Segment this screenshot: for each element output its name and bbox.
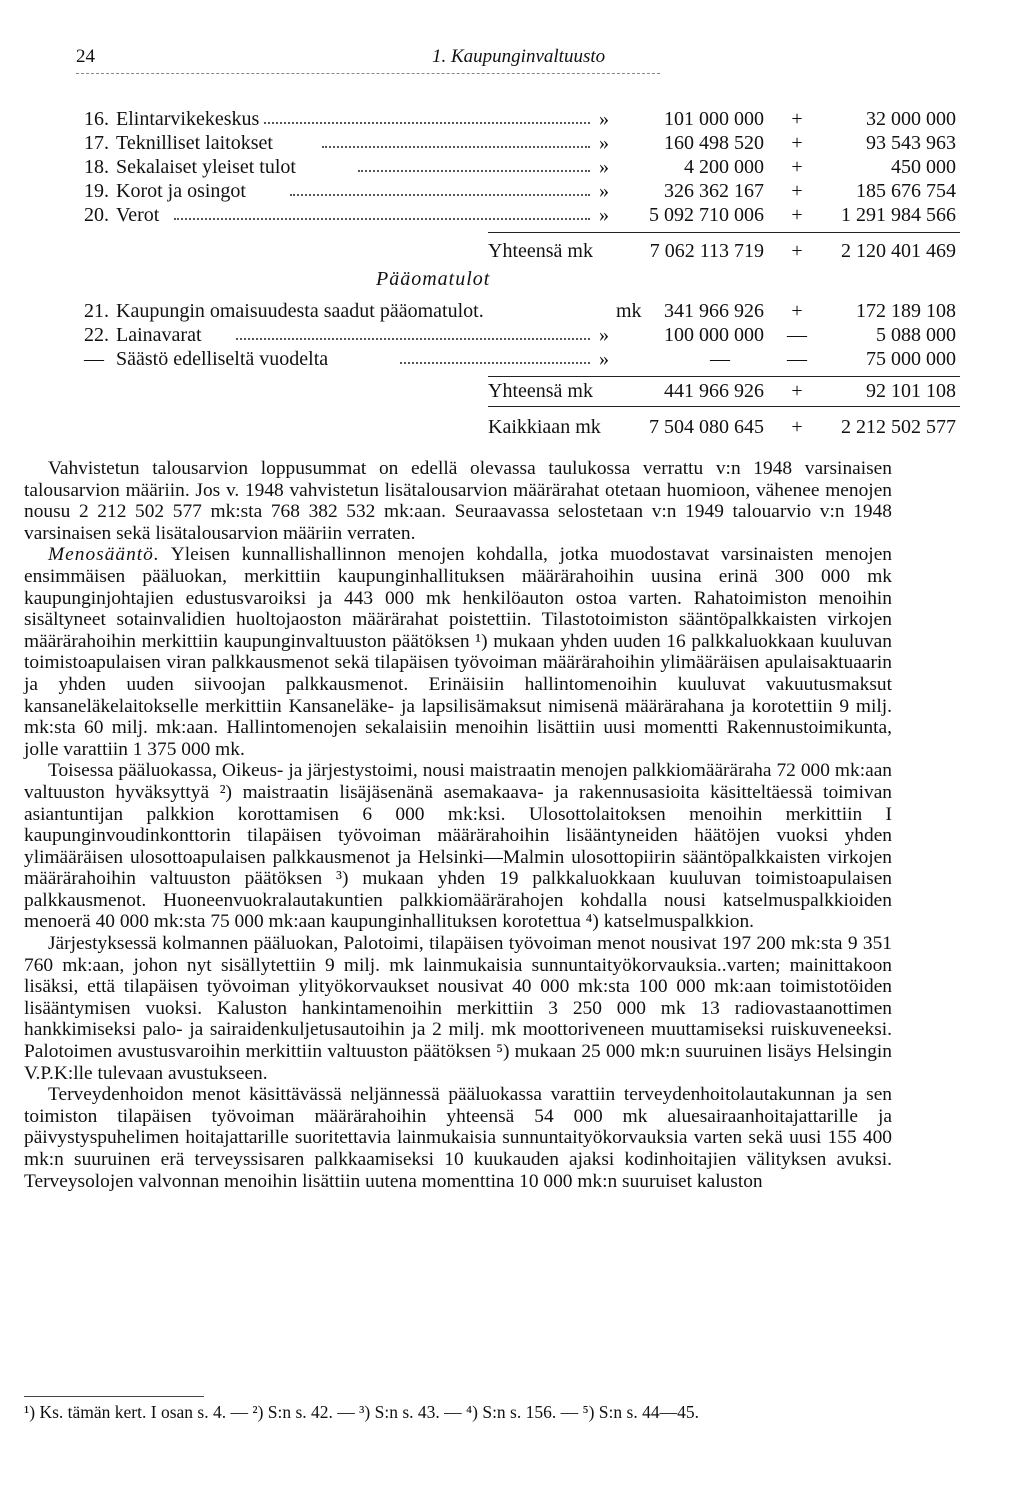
row-value: 160 498 520 xyxy=(664,132,764,154)
total-row xyxy=(84,240,960,264)
row-sign: + xyxy=(791,180,803,202)
total-value: 7 062 113 719 xyxy=(649,240,764,262)
row-value: 326 362 167 xyxy=(664,180,764,202)
row-change: 93 543 963 xyxy=(866,132,956,154)
row-sign: + xyxy=(791,132,803,154)
footnote-rule xyxy=(24,1396,204,1397)
row-change: 172 189 108 xyxy=(856,300,956,322)
row-unit: mk xyxy=(616,300,642,322)
grand-total-value: 7 504 080 645 xyxy=(649,416,764,438)
row-sign: + xyxy=(791,156,803,178)
row-unit: » xyxy=(599,204,609,226)
row-change: 75 000 000 xyxy=(866,348,956,370)
leader-dots xyxy=(174,204,590,220)
total-value: 441 966 926 xyxy=(664,380,764,402)
row-label: Korot ja osingot xyxy=(116,180,246,202)
row-number: — xyxy=(84,348,104,370)
row-number: 20. xyxy=(84,204,109,226)
row-change: 5 088 000 xyxy=(876,324,956,346)
page-number: 24 xyxy=(76,46,95,67)
total-sign: + xyxy=(791,380,803,402)
section-heading: Pääomatulot xyxy=(376,268,491,290)
row-sign: — xyxy=(787,348,807,370)
leader-dots xyxy=(290,180,590,196)
row-change: 32 000 000 xyxy=(866,108,956,130)
row-unit: » xyxy=(599,180,609,202)
paragraph xyxy=(24,544,892,760)
leader-dots xyxy=(358,156,590,172)
total-row xyxy=(84,380,960,404)
total-label: Yhteensä mk xyxy=(488,240,593,262)
grand-total-label: Kaikkiaan mk xyxy=(488,416,601,438)
row-sign: + xyxy=(791,300,803,322)
row-sign: + xyxy=(791,108,803,130)
row-label: Sekalaiset yleiset tulot xyxy=(116,156,296,178)
row-number: 18. xyxy=(84,156,109,178)
running-title: 1. Kaupunginvaltuusto xyxy=(432,46,606,67)
row-number: 21. xyxy=(84,300,109,322)
leader-dots xyxy=(236,324,590,340)
grand-total-change: 2 212 502 577 xyxy=(841,416,956,438)
body-text xyxy=(24,458,892,1192)
row-value: 341 966 926 xyxy=(664,300,764,322)
table-row xyxy=(84,132,960,156)
header-rule xyxy=(76,73,660,74)
row-value: — xyxy=(710,348,730,370)
row-unit: » xyxy=(599,132,609,154)
total-rule xyxy=(488,232,960,233)
grand-total-row xyxy=(84,416,960,440)
grand-total-sign: + xyxy=(791,416,803,438)
table-row xyxy=(84,204,960,228)
row-number: 22. xyxy=(84,324,109,346)
row-label: Elintarvikekeskus xyxy=(116,108,260,130)
leader-dots xyxy=(322,132,590,148)
row-label: Teknilliset laitokset xyxy=(116,132,273,154)
row-value: 101 000 000 xyxy=(664,108,764,130)
paragraph-text: Yleisen kunnallishallinnon menojen kohdalla, jotka muodostavat varsinaisten menojen ensimmäisen pääluokan, merkittiin kaupunginhallituksen määrärahoihin uusina erinä 300 000 mk kaupunginjohtajien edustusvaroiksi ja 443 000 mk henkilöauton ostoa varten. Rahatoimiston menoihin sisältyneet sotainvalidien huoltojaoston määrärahat poistettiin. Tilastotoimiston sääntöpalkkaisten virkojen määrärahoihin merkittiin kaupunginvaltuuston päätöksen ¹) mukaan yhden uuden 16 palkkaluokkaan kuuluvan toimistoapulaisen viran palkkausmenot sekä tilapäisen työvoiman määrärahoihin ylimääräisen apulaisaktuaarin ja yhden uuden siivoojan palkkausmenot. Erinäisiin hallintomenoihin kuuluvat vakuutusmaksut kansaneläkelaitokselle merkittiin Kansaneläke- ja lapsilisämaksut nimisenä määrärahana ja korotettiin 9 milj. mk:sta 60 milj. mk:aan. Hallintomenojen sekalaisiin menoihin lisättiin uusi momentti Rakennustoimikunta, jolle varattiin 1 375 000 mk. xyxy=(24,544,892,760)
row-unit: » xyxy=(599,108,609,130)
paragraph: Toisessa pääluokassa, Oikeus- ja järjestystoimi, nousi maistraatin menojen palkkiomääräraha 72 000 mk:aan valtuuston hyväksyttyä ²) maistraatin lisäjäsenänä asemakaava- ja rakennusasioita käsitteltäessä toimivan asiantuntijan palkkion korottamisen 6 000 mk:ksi. Ulosottolaitoksen menoihin merkittiin I kaupunginvoudinkonttorin tilapäisen työvoiman määrärahoihin lisääntyneiden häätöjen vuoksi yhden ylimääräisen ulosottoapulaisen palkkausmenot ja Helsinki—Malmin ulosottopiirin sääntöpalkkaisten virkojen määrärahoihin valtuuston päätöksen ³) mukaan yhden 19 palkkaluokkaan kuuluvan toimistoapulaisen palkkausmenot. Huoneenvuokralautakuntien palkkiomäärärahojen kohdalla nousi katselmuspalkkioiden menoerä 40 000 mk:sta 75 000 mk:aan kaupunginhallituksen korotettua ⁴) katselmuspalkkion. xyxy=(24,760,892,933)
page-header xyxy=(76,46,960,74)
total-change: 2 120 401 469 xyxy=(841,240,956,262)
row-label: Lainavarat xyxy=(116,324,202,346)
row-label: Säästö edelliseltä vuodelta xyxy=(116,348,329,370)
total-rule xyxy=(488,376,960,377)
table-row xyxy=(84,156,960,180)
row-label: Kaupungin omaisuudesta saadut pääomatulot. xyxy=(116,300,484,322)
total-label: Yhteensä mk xyxy=(488,380,593,402)
row-label: Verot xyxy=(116,204,160,226)
table-row xyxy=(84,348,960,372)
row-number: 19. xyxy=(84,180,109,202)
row-number: 16. xyxy=(84,108,109,130)
row-unit: » xyxy=(599,156,609,178)
paragraph: Terveydenhoidon menot käsittävässä neljännessä pääluokassa varattiin terveydenhoitolautakunnan ja sen toimiston tilapäisen työvoiman määrärahoihin yhteensä 54 000 mk aluesairaanhoitajattarille ja päivystyspuhelimen hoitajattarille suoritettavia lainmukaisia sunnuntaityökorvauksia varten sekä uusi 155 400 mk:n suuruinen erä terveyssisaren palkkaamiseksi 10 kuukauden ajaksi kodinhoitajien välityksen avuksi. Terveysolojen valvonnan menoihin lisättiin uutena momenttina 10 000 mk:n suuruiset kaluston xyxy=(24,1084,892,1192)
paragraph: Vahvistetun talousarvion loppusummat on edellä olevassa taulukossa verrattu v:n 1948 varsinaisen talousarvion määriin. Jos v. 1948 vahvistetun lisätalousarvion määrärahat otetaan huomioon, vähenee menojen nousu 2 212 502 577 mk:sta 768 382 532 mk:aan. Seuraavassa selostetaan v:n 1949 talouarvio v:n 1948 varsinaisen sekä lisätalousarvion määriin verraten. xyxy=(24,458,892,544)
leader-dots xyxy=(400,348,590,364)
paragraph-lead: Menosääntö. xyxy=(48,544,160,566)
table-row xyxy=(84,300,960,324)
paragraph: Järjestyksessä kolmannen pääluokan, Palotoimi, tilapäisen työvoiman menot nousivat 197 200 mk:sta 9 351 760 mk:aan, johon nyt sisällytettiin 9 milj. mk lainmukaisia sunnuntaityökorvauksia..varten; mainittakoon lisäksi, että tilapäisen työvoiman ylityökorvaukset nousivat 40 000 mk:sta 100 000 mk:aan toimistotöiden lisääntymisen vuoksi. Kaluston hankintamenoihin merkittiin 3 250 000 mk 13 radiovastaanottimen hankkimiseksi palo- ja sairaidenkuljetusautoihin ja 2 milj. mk moottoriveneen muuttamiseksi ruiskuveneeksi. Palotoimen avustusvaroihin merkittiin valtuuston päätöksen ⁵) mukaan 25 000 mk:n suuruinen lisäys Helsingin V.P.K:lle tulevaan avustukseen. xyxy=(24,933,892,1084)
leader-dots xyxy=(264,108,590,124)
row-change: 1 291 984 566 xyxy=(841,204,956,226)
grand-total-rule xyxy=(488,406,960,407)
table-row xyxy=(84,324,960,348)
row-value: 5 092 710 006 xyxy=(649,204,764,226)
row-change: 450 000 xyxy=(891,156,956,178)
total-change: 92 101 108 xyxy=(866,380,956,402)
footnotes: ¹) Ks. tämän kert. I osan s. 4. — ²) S:n s. 42. — ³) S:n s. 43. — ⁴) S:n s. 156. — ⁵) S:n s. 44—45. xyxy=(24,1402,699,1422)
row-value: 4 200 000 xyxy=(684,156,764,178)
table-row xyxy=(84,108,960,132)
row-sign: + xyxy=(791,204,803,226)
row-number: 17. xyxy=(84,132,109,154)
table-row xyxy=(84,180,960,204)
row-unit: » xyxy=(599,348,609,370)
row-change: 185 676 754 xyxy=(856,180,956,202)
row-value: 100 000 000 xyxy=(664,324,764,346)
row-unit: » xyxy=(599,324,609,346)
row-sign: — xyxy=(787,324,807,346)
total-sign: + xyxy=(791,240,803,262)
